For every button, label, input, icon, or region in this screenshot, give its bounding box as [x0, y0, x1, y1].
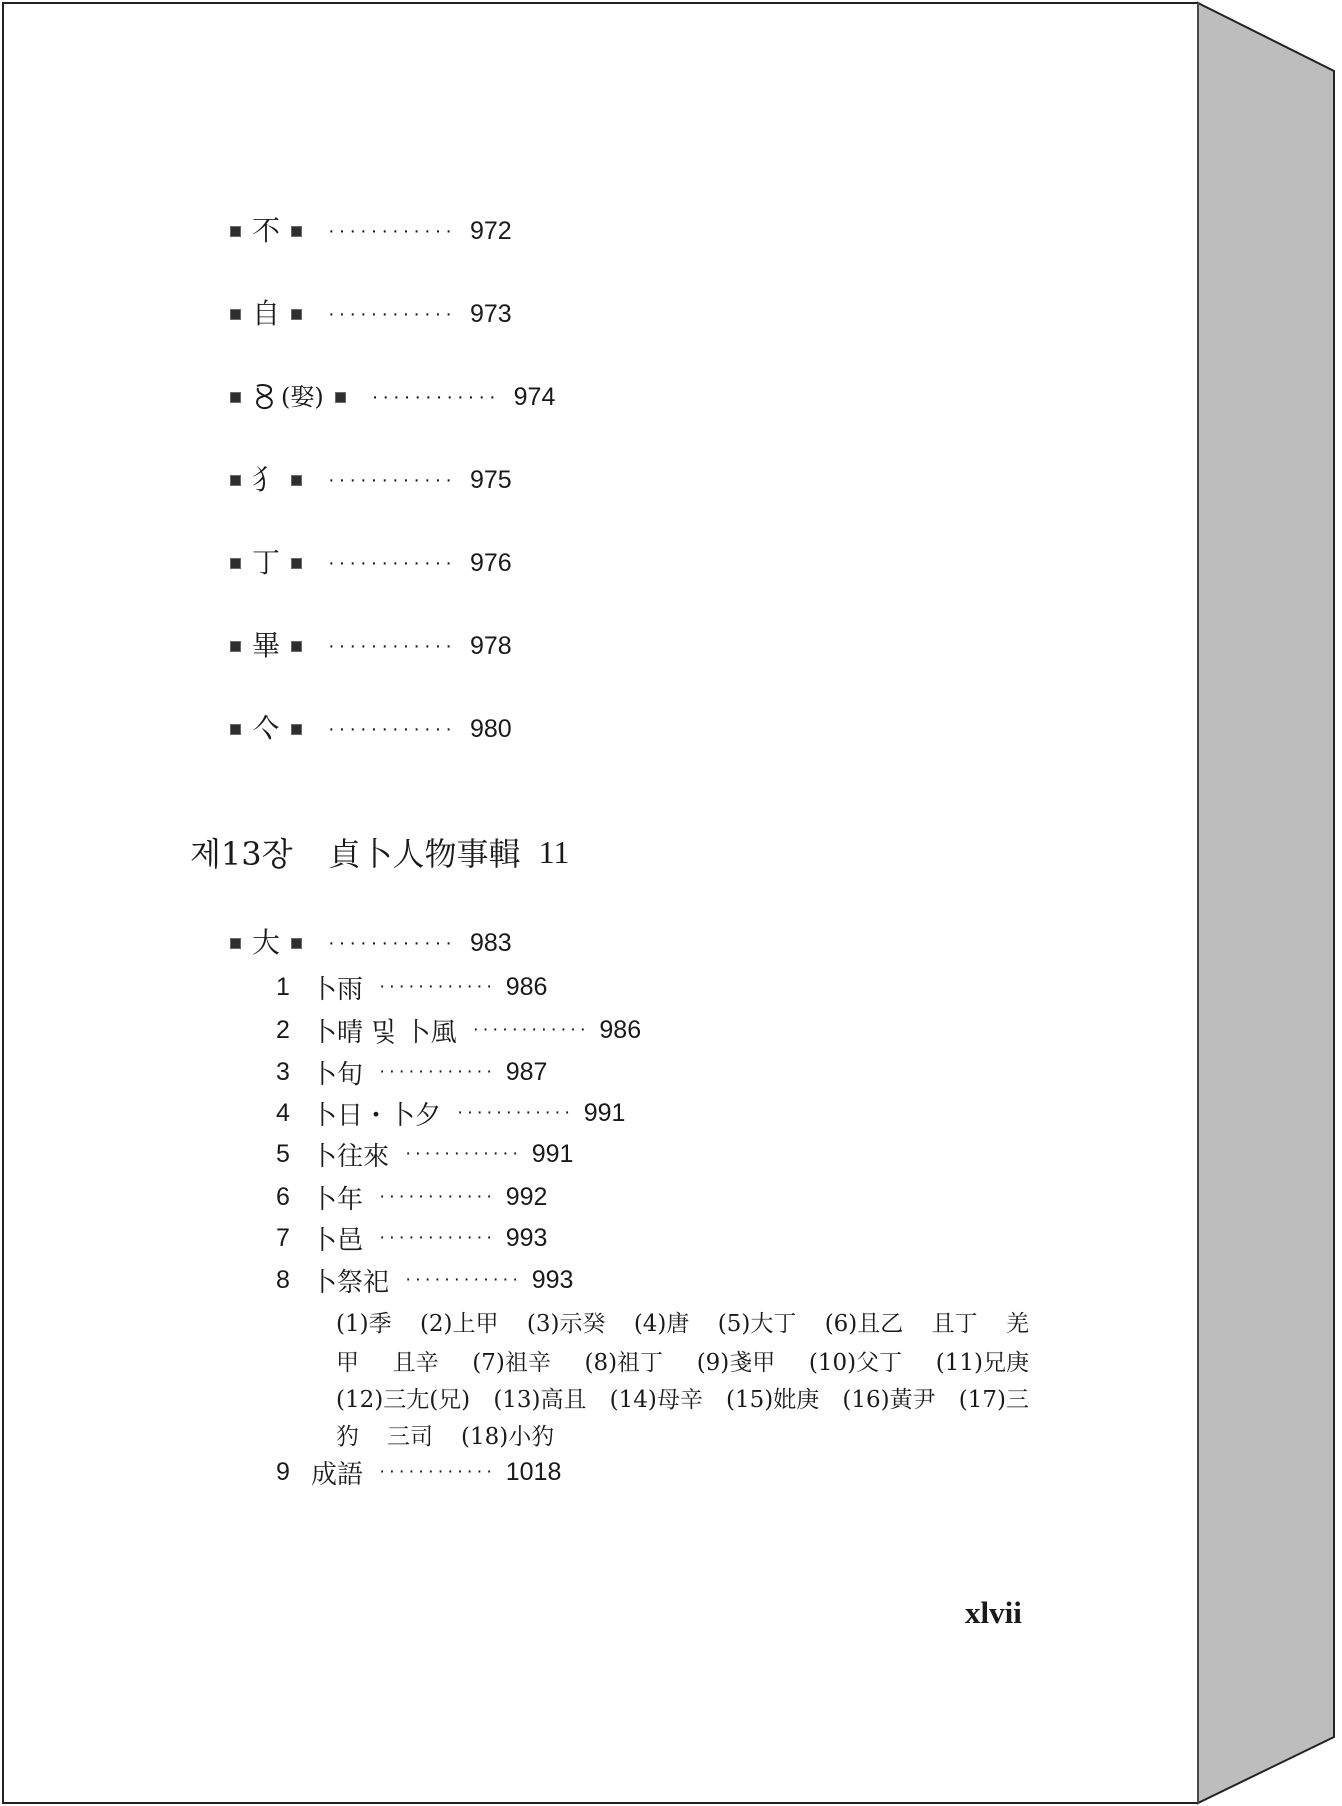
section-page: 986 [599, 1015, 642, 1044]
toc-entry-7[interactable] [230, 711, 512, 747]
section-page: 993 [531, 1265, 574, 1294]
section-item[interactable] [276, 1136, 573, 1172]
leader-dots: ············ [379, 1186, 496, 1207]
leader-dots: ············ [379, 1461, 496, 1482]
entry-page: 973 [469, 300, 512, 328]
page-border [3, 3, 1198, 1803]
bullet-square-icon [230, 226, 241, 237]
bullet-square-icon [291, 724, 302, 735]
chapter-label: 제13장 [190, 835, 293, 873]
leader-dots: ············ [379, 976, 496, 997]
section-number: 2 [276, 1015, 290, 1044]
leader-dots: ············ [379, 1061, 496, 1082]
bullet-square-icon [230, 309, 241, 320]
sub-item[interactable]: 三司 [387, 1423, 433, 1450]
bullet-square-icon [291, 641, 302, 652]
bullet-square-icon [230, 641, 241, 652]
section-page: 991 [531, 1139, 574, 1168]
entry-char: 畢 [252, 629, 281, 662]
entry-page: 974 [513, 383, 556, 411]
section-item[interactable] [276, 1454, 561, 1490]
leader-dots: ············ [328, 220, 456, 242]
entry-char: 丁 [252, 546, 281, 579]
sub-item[interactable]: 甲 [336, 1349, 359, 1376]
section-number: 8 [276, 1265, 290, 1294]
toc-entry-da[interactable] [230, 925, 512, 961]
sub-item[interactable]: (17)三 [958, 1386, 1029, 1413]
entry-page: 975 [469, 466, 512, 494]
section-title: 卜邑 [311, 1225, 364, 1256]
sub-item[interactable]: (3)示癸 [526, 1310, 606, 1337]
bullet-square-icon [291, 475, 302, 486]
bullet-square-icon [230, 724, 241, 735]
entry-char: 亽 [252, 712, 281, 745]
leader-dots: ············ [328, 469, 456, 491]
section-number: 1 [276, 972, 290, 1001]
sub-item[interactable]: (4)唐 [633, 1310, 690, 1337]
sub-item[interactable]: (11)兄庚 [935, 1349, 1029, 1376]
bullet-square-icon [230, 938, 241, 949]
entry-page: 972 [469, 217, 512, 245]
toc-entry-ding[interactable] [230, 545, 512, 581]
section-number: 7 [276, 1223, 290, 1252]
sub-item[interactable]: (16)黃尹 [842, 1386, 936, 1413]
leader-dots: ············ [328, 932, 456, 954]
bullet-square-icon [230, 558, 241, 569]
sub-item[interactable]: (9)戔甲 [696, 1349, 776, 1376]
sub-item[interactable]: (14)母辛 [609, 1386, 703, 1413]
bullet-square-icon [291, 226, 302, 237]
bullet-square-icon [291, 309, 302, 320]
sub-item-line [336, 1380, 1029, 1414]
leader-dots: ············ [328, 635, 456, 657]
entry-page: 978 [469, 632, 512, 660]
section-title: 成語 [311, 1459, 364, 1490]
section-item[interactable] [276, 1262, 573, 1298]
section-item[interactable] [276, 1220, 547, 1256]
leader-dots: ············ [328, 303, 456, 325]
section-title: 卜年 [311, 1184, 364, 1215]
section-number: 9 [276, 1457, 290, 1486]
section-title: 卜祭祀 [311, 1267, 390, 1298]
entry-char-note: (娶) [281, 383, 324, 411]
leader-dots: ············ [371, 386, 500, 408]
section-page: 992 [505, 1182, 548, 1211]
sub-item-line [336, 1304, 1029, 1338]
sub-item[interactable]: 且辛 [392, 1349, 439, 1376]
section-number: 6 [276, 1182, 290, 1211]
section-page: 986 [505, 972, 548, 1001]
sub-item[interactable]: (15)妣庚 [726, 1386, 820, 1413]
toc-entry-6[interactable] [230, 628, 512, 664]
sub-item[interactable]: 犳 [336, 1423, 359, 1450]
section-title: 卜日・卜夕 [311, 1100, 442, 1131]
leader-dots: ············ [405, 1269, 522, 1290]
leader-dots: ············ [379, 1227, 496, 1248]
leader-dots: ············ [472, 1019, 590, 1040]
bullet-square-icon [291, 938, 302, 949]
section-title: 卜雨 [311, 974, 364, 1005]
section-title: 卜晴 및 卜風 [311, 1017, 457, 1048]
section-title: 卜旬 [311, 1059, 364, 1090]
toc-entry-qu[interactable] [230, 379, 555, 415]
sub-item[interactable]: 羌 [1005, 1310, 1029, 1337]
leader-dots: ············ [405, 1143, 522, 1164]
chapter-heading[interactable] [190, 830, 569, 874]
sub-item[interactable]: (13)高且 [493, 1386, 587, 1413]
toc-entry-zi[interactable] [230, 296, 512, 332]
section-page: 991 [583, 1098, 626, 1127]
sub-item[interactable]: (6)且乙 [824, 1310, 904, 1337]
section-page: 1018 [505, 1457, 562, 1486]
sub-item[interactable]: (12)三尢(兄) [336, 1386, 471, 1413]
sub-item[interactable]: 且丁 [931, 1310, 978, 1337]
section-page: 993 [505, 1223, 548, 1252]
sub-item[interactable]: (18)小犳 [461, 1423, 555, 1450]
bullet-square-icon [230, 392, 241, 403]
entry-page: 980 [469, 715, 512, 743]
sub-item[interactable]: (10)父丁 [808, 1349, 903, 1376]
book-side-edge [1198, 3, 1334, 1803]
sub-item-line [336, 1343, 1029, 1377]
entry-char: 犭 [252, 463, 281, 496]
chapter-title: 貞卜人物事輯 [328, 835, 521, 873]
sub-item[interactable]: (2)上甲 [419, 1310, 499, 1337]
section-item[interactable] [276, 1012, 641, 1048]
section-number: 3 [276, 1057, 290, 1086]
entry-page: 976 [469, 549, 512, 577]
bullet-square-icon [291, 558, 302, 569]
bullet-square-icon [335, 392, 346, 403]
sub-item[interactable]: (7)祖辛 [472, 1349, 551, 1376]
leader-dots: ············ [457, 1102, 574, 1123]
section-title: 卜往來 [311, 1141, 390, 1172]
toc-entry-4[interactable] [230, 462, 512, 498]
section-page: 987 [505, 1057, 548, 1086]
bullet-square-icon [230, 475, 241, 486]
entry-page: 983 [469, 929, 512, 957]
entry-char: 不 [252, 214, 281, 247]
oracle-glyph-icon [252, 382, 278, 412]
section-item[interactable] [276, 1095, 625, 1131]
section-item[interactable] [276, 969, 547, 1005]
section-item[interactable] [276, 1179, 547, 1215]
leader-dots: ············ [328, 718, 456, 740]
leader-dots: ············ [328, 552, 456, 574]
sub-item[interactable]: (1)季 [336, 1310, 392, 1337]
entry-char: 大 [252, 926, 281, 959]
page-number: xlvii [965, 1595, 1022, 1630]
toc-entry-bu[interactable] [230, 213, 512, 249]
section-number: 5 [276, 1139, 290, 1168]
section-item[interactable] [276, 1054, 547, 1090]
section-number: 4 [276, 1098, 290, 1127]
entry-char: 自 [252, 297, 281, 330]
chapter-page: 11 [538, 833, 570, 870]
sub-item-line [336, 1417, 1029, 1451]
sub-item[interactable]: (8)祖丁 [584, 1349, 664, 1376]
sub-item[interactable]: (5)大丁 [717, 1310, 797, 1337]
